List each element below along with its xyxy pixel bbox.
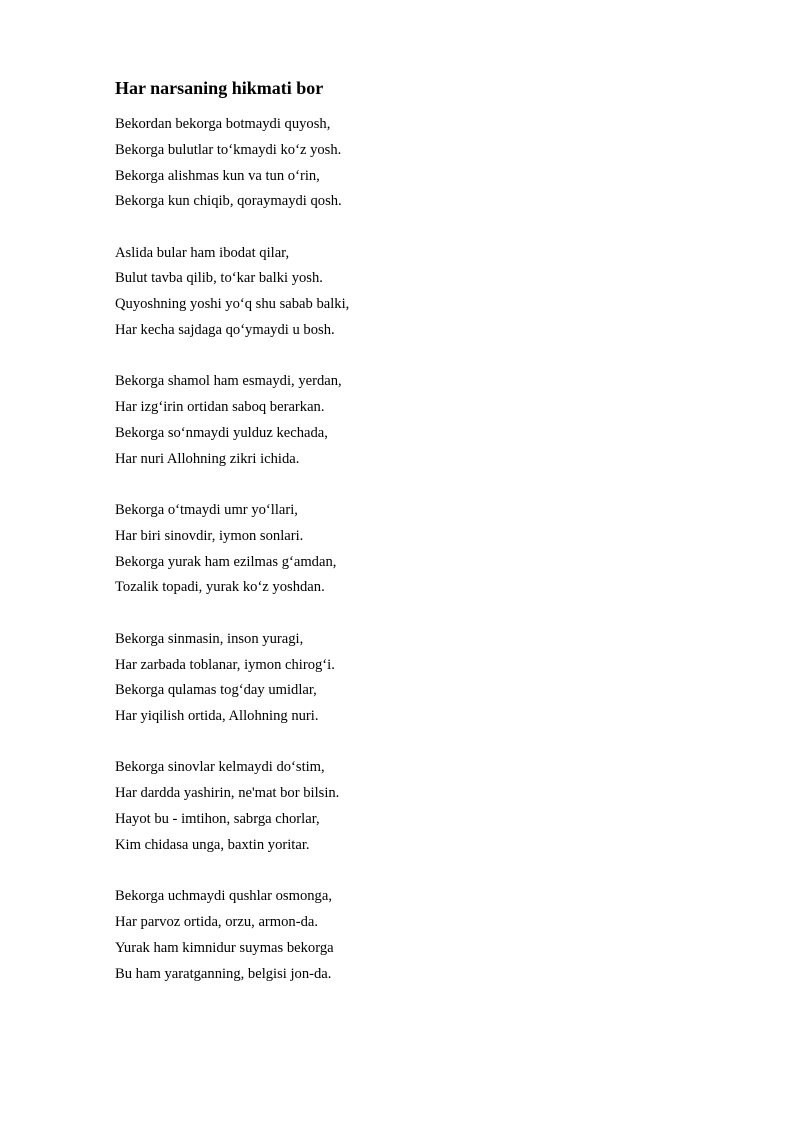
poem-line: Bekorga yurak ham ezilmas g‘amdan, — [115, 553, 337, 570]
stanza-1 — [115, 112, 715, 215]
poem-body — [115, 76, 715, 1013]
poem-line: Bekorga o‘tmaydi umr yo‘llari, — [115, 502, 298, 519]
poem-line: Bulut tavba qilib, to‘kar balki yosh. — [115, 270, 323, 287]
stanza-2 — [115, 241, 715, 344]
poem-line: Bekorga qulamas tog‘day umidlar, — [115, 682, 317, 699]
poem-line: Bekorga so‘nmaydi yulduz kechada, — [115, 424, 328, 441]
stanza-3 — [115, 369, 715, 472]
poem-line: Har parvoz ortida, orzu, armon-da. — [115, 913, 319, 930]
poem-line: Har kecha sajdaga qo‘ymaydi u bosh. — [115, 322, 335, 339]
poem-line: Tozalik topadi, yurak ko‘z yoshdan. — [115, 579, 325, 596]
poem-line: Bekorga kun chiqib, qoraymaydi qosh. — [115, 193, 342, 210]
poem-line: Bu ham yaratganning, belgisi jon-da. — [115, 965, 332, 982]
poem-line: Quyoshning yoshi yo‘q shu sabab balki, — [115, 296, 350, 313]
stanza-6 — [115, 755, 715, 858]
poem-line: Har biri sinovdir, iymon sonlari. — [115, 527, 304, 544]
stanza-4 — [115, 498, 715, 601]
stanza-5 — [115, 627, 715, 730]
poem-line: Bekorga alishmas kun va tun o‘rin, — [115, 167, 320, 184]
poem-line: Har nuri Allohning zikri ichida. — [115, 450, 300, 467]
poem-line: Kim chidasa unga, baxtin yoritar. — [115, 836, 310, 853]
poem-line: Bekordan bekorga botmaydi quyosh, — [115, 116, 331, 132]
poem-title: Har narsaning hikmati bor — [115, 78, 324, 98]
poem-line: Aslida bular ham ibodat qilar, — [115, 244, 290, 261]
poem-line: Har izg‘irin ortidan saboq berarkan. — [115, 399, 325, 416]
poem-line: Bekorga sinovlar kelmaydi do‘stim, — [115, 759, 325, 776]
poem-line: Hayot bu - imtihon, sabrga chorlar, — [115, 811, 320, 828]
poem-line: Har yiqilish ortida, Allohning nuri. — [115, 708, 319, 725]
poem-line: Bekorga bulutlar to‘kmaydi ko‘z yosh. — [115, 141, 342, 158]
poem-line: Bekorga sinmasin, inson yuragi, — [115, 630, 304, 647]
poem-line: Har zarbada toblanar, iymon chirog‘i. — [115, 656, 335, 673]
stanza-7 — [115, 884, 715, 987]
poem-line: Har dardda yashirin, ne'mat bor bilsin. — [115, 785, 340, 802]
poem-line: Bekorga uchmaydi qushlar osmonga, — [115, 888, 332, 905]
poem-line: Yurak ham kimnidur suymas bekorga — [115, 939, 334, 956]
poem-line: Bekorga shamol ham esmaydi, yerdan, — [115, 373, 342, 390]
